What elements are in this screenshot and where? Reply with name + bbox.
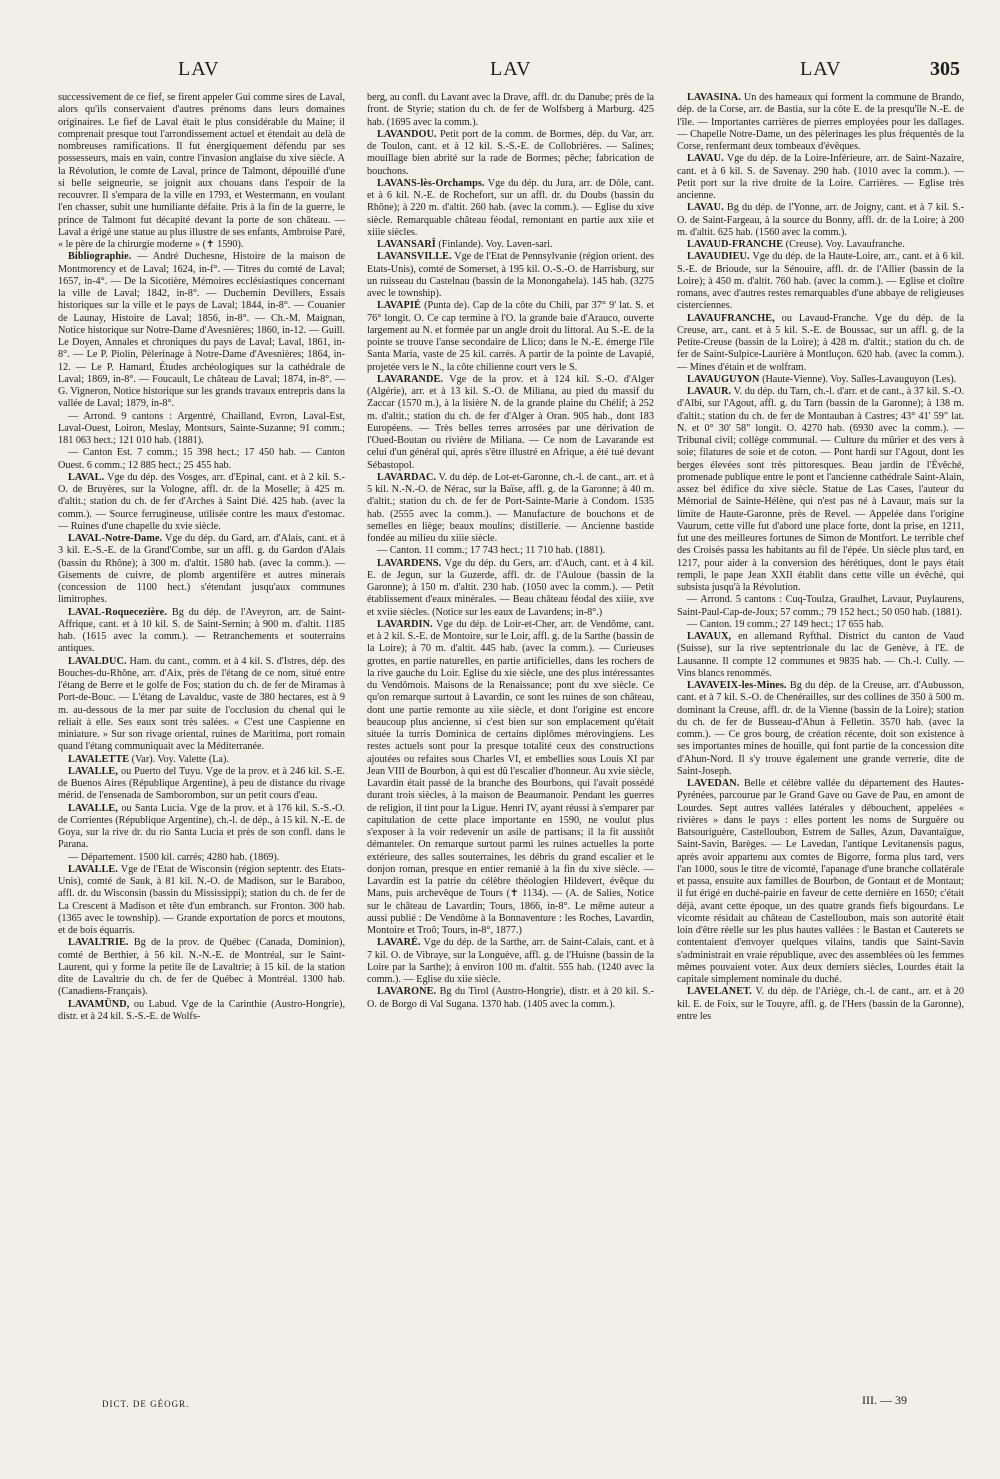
entry-headword: LAVASINA.	[687, 92, 742, 103]
dictionary-entry	[367, 92, 654, 129]
dictionary-entry	[367, 472, 654, 546]
entry-headword: LAVALLE.	[68, 863, 118, 875]
dictionary-entry	[58, 533, 345, 607]
column-3	[677, 92, 964, 1412]
entry-headword: LAVALDUC.	[68, 655, 127, 667]
entry-headword: LAVARÉ.	[377, 937, 421, 949]
entry-text: V. du dép. de l'Ariège, ch.-l. de cant., arr. et à 20 kil. E. de Foix, sur le Touyre, affl. g. de l'Hers (bassin de la Garonne), entre les	[677, 986, 964, 1022]
dictionary-entry	[367, 619, 654, 938]
entry-text: — Canton. 19 comm.; 27 149 hect.; 17 655 hab.	[687, 618, 884, 630]
entry-headword: LAVAUFRANCHE,	[687, 312, 775, 324]
entry-text: — Canton Est. 7 comm.; 15 398 hect.; 17 450 hab. — Canton Ouest. 6 comm.; 12 885 hect.; 25 455 hab.	[58, 447, 345, 471]
entry-text: Bg du Tirol (Austro-Hongrie), distr. et à 20 kil. S.-O. de Borgo di Val Sugana. 1370 hab. (1405 avec la comm.).	[367, 986, 654, 1010]
dictionary-entry	[58, 803, 345, 852]
dictionary-entry	[677, 313, 964, 374]
dictionary-entry	[677, 778, 964, 986]
entry-text: Bg de la prov. de Québec (Canada, Dominion), comté de Berthier, à 56 kil. N.-N.-E. de Montréal, sur le Saint-Laurent, qui y forme la petite île de Lavaltrie; à 15 kil. de la station dite de Lavaltrie du ch. de fer de Québec à Montréal. 1300 hab. (Canadiens-Français).	[58, 937, 345, 998]
entry-headword: LAVALETTE	[68, 753, 130, 765]
dictionary-entry	[367, 129, 654, 178]
dictionary-entry	[58, 251, 345, 410]
entry-text: Bg du dép. de l'Yonne, arr. de Joigny, cant. et à 7 kil. S.-O. de Saint-Fargeau, à la source du Bonny, affl. dr. de la Loire; à 200 m. d'altit. 625 hab. (1560 avec la comm.).	[677, 202, 964, 238]
dictionary-entry	[677, 619, 964, 631]
entry-headword: LAVAPIÉ	[377, 300, 421, 312]
entry-headword: LAVAU.	[687, 153, 724, 165]
dictionary-entry	[367, 251, 654, 300]
text-columns	[58, 92, 963, 1412]
entry-text: (Var). Voy. Valette (La).	[129, 753, 229, 765]
dictionary-entry	[58, 607, 345, 656]
dictionary-entry	[677, 239, 964, 251]
dictionary-entry	[367, 374, 654, 472]
footer-volume-sheet: III. — 39	[862, 1393, 907, 1407]
entry-text: Vge de l'Etat de Pennsylvanie (région orient. des Etats-Unis), comté de Somerset, à 195 kil. O.-S.-O. de Harrisburg, sur un ruisseau du Castelnau (bassin de la Monongahela). 145 hab. (3275 avec le township).	[367, 251, 654, 299]
dictionary-entry	[58, 656, 345, 754]
guide-word-right: LAV	[800, 58, 842, 80]
entry-text: successivement de ce fief, se firent appeler Gui comme sires de Laval, alors qu'ils conservaient d'autres prénoms dans leurs domaines originaires. Le fief de Laval était le plus considérable du Maine; il comprenait presque tout l'arrondissement actuel et étendait au delà de nombreuses ramifications. Il fut énergiquement défendu par ses possesseurs, mais en vain, contre l'invasion anglaise du xive siècle. A la Révolution, le comte de Laval, prince de Talmont, dépouillé d'une si belle seigneurie, se joignit aux chouans dans l'espoir de la recouvrer. Il s'empara de la ville en 1793, et Westermann, en voulant l'en chasser, subit une humiliante défaite. Pris à la fin de la guerre, le prince de Talmont fut décapité devant la porte de son château. — Laval a érigé une statue au plus illustre de ses enfants, Ambroise Paré, « le père de la chirurgie moderne » (✝ 1590).	[58, 92, 345, 250]
column-2	[367, 92, 654, 1412]
entry-headword: Bibliographie.	[68, 251, 132, 263]
entry-headword: LAVARONE.	[377, 986, 437, 998]
entry-headword: LAVAL-Roquecezière.	[68, 606, 167, 618]
dictionary-entry	[367, 937, 654, 986]
entry-headword: LAVAMÜND,	[68, 998, 130, 1010]
guide-word-left: LAV	[178, 58, 220, 80]
entry-headword: LAVALLE,	[68, 765, 118, 777]
entry-text: V. du dép. du Tarn, ch.-l. d'arr. et de cant., à 37 kil. S.-O. d'Albi, sur l'Agout, affl. g. du Tarn (bassin de la Garonne); à 138 m. d'altit.; station du ch. de fer de Montauban à Castres; 43° 41' 59" lat. N. et 0° 30' 58" longit. O. 4270 hab. (6930 avec la comm.). — Tribunal civil; collège communal. — Culture du mûrier et des vers à soie; filatures de soie et de coton. — Pont hardi sur l'Agout, dont les berges élevées sont très pittoresques. Beau jardin de l'Évêché, promenade publique entre le pont et l'ancienne cathédrale Saint-Alain, assez bel édifice du xive siècle. Statue de Las Cases, l'auteur du Mémorial de Sainte-Hélène, qui n'est pas né à Lavaur, mais sur la limite de Haute-Garonne, près de Revel. — Appelée dans l'origine Vaurum, cette ville fut d'abord une place forte, dont la prise, en 1211, fut une des meilleures fortunes de Simon de Montfort. Le terrible chef des Croisés passa les habitants au fil de l'épée. Un siècle plus tard, en 1217, pour aider à la conversion des hérétiques, dont le pays était rempli, le pape Jean XXII établit dans cette ville un évêché, qui subsista jusqu'à la Révolution.	[677, 386, 964, 593]
entry-headword: LAVAU.	[687, 202, 724, 214]
dictionary-entry	[677, 631, 964, 680]
entry-text: Vge du dép. du Jura, arr. de Dôle, cant. et à 6 kil. N.-E. de Rochefort, sur un affl. dr. du Doubs (bassin du Rhône); à 220 m. d'altit. 260 hab. (avec la comm.). — Eglise du xive siècle. Remarquable château féodal, remontant en partie aux xiie et xiiie siècles.	[367, 177, 654, 238]
entry-headword: LAVAUD-FRANCHE	[687, 239, 784, 250]
dictionary-entry	[367, 300, 654, 374]
page-number: 305	[930, 58, 960, 80]
entry-text: Bg du dép. de la Creuse, arr. d'Aubusson, cant. et à 7 kil. S.-O. de Chenérailles, sur des collines de 350 à 500 m. dominant la Creuse, affl. dr. de la Vienne (bassin de la Loire); station du ch. de fer de Busseau-d'Ahun à Felletin. 3570 hab. (avec la comm.). — Ce gros bourg, de création récente, doit son existence à ses importantes mines de houille, qui font partie de la concession dite d'Ahun-Nord. Il s'y trouve également une grande verrerie, dite de Saint-Joseph.	[677, 680, 964, 777]
dictionary-entry	[58, 447, 345, 472]
entry-headword: LAVAUDIEU.	[687, 251, 750, 263]
entry-text: ou Labud. Vge de la Carinthie (Austro-Hongrie), distr. et à 24 kil. S.-S.-E. de Wolfs-	[58, 998, 345, 1022]
entry-headword: LAVAUX,	[687, 631, 732, 642]
entry-headword: LAVANS-lès-Orchamps.	[377, 177, 485, 189]
entry-text: — Arrond. 9 cantons : Argentré, Chailland, Evron, Laval-Est, Laval-Ouest, Loiron, Meslay, Montsurs, Sainte-Suzanne; 91 comm.; 181 063 hect.; 121 010 hab. (1881).	[58, 410, 345, 446]
entry-text: ou Lavaud-Franche. Vge du dép. de la Creuse, arr., cant. et à 5 kil. S.-E. de Boussac, sur un affl. g. de la Petite-Creuse (bassin de la Loire); à 428 m. d'altit.; station du ch. de fer de Saint-Sulpice-Laurière à Montluçon. 620 hab. (avec la comm.). — Mines d'étain et de wolfram.	[677, 312, 964, 373]
entry-text: — Arrond. 5 cantons : Cuq-Toulza, Graulhet, Lavaur, Puylaurens, Saint-Paul-Cap-de-Joux; 57 comm.; 79 152 hect.; 50 050 hab. (1881).	[677, 594, 964, 618]
dictionary-entry	[58, 852, 345, 864]
entry-text: Ham. du cant., comm. et à 4 kil. S. d'Istres, dép. des Bouches-du-Rhône, arr. d'Aix, près de l'étang de ce nom, situé entre l'étang de Berre et le golfe de Fos; station du ch. de fer de Miramas à Port-de-Bouc. — L'étang de Lavalduc, vaste de 380 hectares, est à 9 m. au-dessous de la mer par suite de l'occlusion du chenal qui le reliait à elle. Ses eaux sont très salées. « C'est une Caspienne en miniature. » Sur son rivage oriental, ruines de Maritima, port romain quand l'étang communiquait avec la Méditerranée.	[58, 655, 345, 753]
entry-headword: LAVARDIN.	[377, 618, 433, 630]
entry-headword: LAVAUGUYON	[687, 373, 760, 385]
entry-headword: LAVAL.	[68, 471, 105, 483]
dictionary-entry	[58, 937, 345, 998]
dictionary-entry	[367, 558, 654, 619]
dictionary-entry	[58, 754, 345, 766]
dictionary-entry	[677, 680, 964, 778]
dictionary-entry	[58, 411, 345, 448]
dictionary-entry	[58, 864, 345, 938]
dictionary-entry	[367, 239, 654, 251]
entry-headword: LAVAUR.	[687, 386, 732, 397]
entry-text: Belle et célèbre vallée du département des Hautes-Pyrénées, parcourue par le Grand Gave ou Gave de Pau, en amont de Lourdes. Sept autres vallées latérales y débouchent, appelées « rivières » dans le pays : elles portent les noms de Surguère ou Batsouriguère, Castelloubon, Estrem de Salles, Azun, Davantaïgue, Saint-Savin, Barèges. — Le Lavedan, l'antique Levitanensis pagus, après avoir appartenu aux comtes de Bigorre, forma plus tard, vers l'an 1000, sous le titre de vicomté, l'apanage d'une branche collatérale et passa, ensuite aux familles de Bourbon, de Gontaut et de Montaut; il fut érigé en duché-pairie en faveur de cette dernière en 1650; c'était déjà, avant cette époque, un des quatre grands fiefs bigourdans. Le vicomte résidait au château de Castelloubon, mais son autorité était loin d'être réelle sur les plus hautes vallées : le Bastan et Cauterets se contentaient d'envoyer quelques vilains, tandis que Saint-Savin s'administrait en vraie république, avec des assemblées où les femmes mêmes pouvaient voter. Aux deux derniers siècles, Lourdes était la capitale simplement nominale du duché.	[677, 778, 964, 985]
entry-text: (Haute-Vienne). Voy. Salles-Lavauguyon (Les).	[759, 373, 957, 385]
guide-word-center: LAV	[490, 58, 532, 80]
entry-headword: LAVARANDE.	[377, 373, 444, 385]
entry-headword: LAVALLE,	[68, 802, 118, 814]
running-header	[58, 58, 958, 92]
entry-headword: LAVANDOU.	[377, 128, 437, 140]
dictionary-entry	[58, 766, 345, 803]
entry-headword: LAVAVEIX-les-Mines.	[687, 680, 787, 691]
entry-text: — André Duchesne, Histoire de la maison de Montmorency et de Laval; 1624, in-f°. — Titres du comté de Laval; 1657, in-4°. — De la Sicotière, Mémoires ecclésiastiques concernant la ville de Laval; 1842, in-8°. — Duchemin Devillers, Essais historiques sur la ville et le pays de Laval; 1844, in-8°. — Couanier de Launay, Histoire de Laval; 1856, in-8°. — Ch.-M. Maignan, Notice historique sur Notre-Dame d'Avesnières; 1860, in-12. — Guill. Le Doyen, Annales et chroniques du pays de Laval; Laval, 1861, in-8°. — Le P. Piolin, Pèlerinage à Notre-Dame d'Avesnières; 1864, in-12. — Le P. Hamard, Études archéologiques sur la cathédrale de Laval; 1869, in-8°. — Foucault, Le château de Laval; 1874, in-8°. — G. Vigneron, Notice historique sur les grands travaux entrepris dans la vallée de Laval; 1879, in-8°.	[58, 251, 345, 410]
entry-headword: LAVANSVILLE.	[377, 251, 452, 263]
dictionary-entry	[367, 178, 654, 239]
entry-text: Vge du dép. de la Haute-Loire, arr., cant. et à 6 kil. S.-E. de Brioude, sur la Sénouire, affl. dr. de l'Allier (bassin de la Loire); à 450 m. d'altit. 760 hab. (avec la comm.). — Eglise et cloître romans, avec d'autres restes remarquables d'une abbaye de religieuses cisterciennes.	[677, 251, 964, 312]
entry-headword: LAVAL-Notre-Dame.	[68, 533, 163, 544]
entry-text: en allemand Ryfthal. District du canton de Vaud (Suisse), sur la rive septentrionale du lac de Genève, à l'E. de Lausanne. Il compte 12 communes et 9835 hab. — Ch.-l. Cully. — Vins blancs renommés.	[677, 631, 964, 679]
dictionary-entry	[367, 986, 654, 1011]
dictionary-entry	[677, 92, 964, 153]
entry-headword: LAVALTRIE.	[68, 937, 129, 949]
dictionary-entry	[677, 153, 964, 202]
dictionary-entry	[677, 594, 964, 619]
entry-text: berg, au confl. du Lavant avec la Drave, affl. dr. du Danube; près de la front. de Styrie; station du ch. de fer de Wolfsberg à Marburg. 425 hab. (1695 avec la comm.).	[367, 92, 654, 128]
entry-text: Vge de l'Etat de Wisconsin (région septentr. des Etats-Unis), comté de Sauk, à 81 kil. N.-O. de Madison, sur le Baraboo, affl. dr. du Wisconsin (bassin du Mississippi); station du ch. de fer de La Crescent à Madison et tête d'un embranch. sur Fronton. 300 hab. (1365 avec le township). — Grande exportation de porcs et moutons, et de bois équarris.	[58, 863, 345, 936]
entry-text: Vge du dép. de la Loire-Inférieure, arr. de Saint-Nazaire, cant. et à 6 kil. S. de Savenay. 290 hab. (1010 avec la comm.). — Petit port sur la rive droite de la Loire. Carrières. — Eglise très ancienne.	[677, 153, 964, 201]
entry-text: Bg du dép. de l'Aveyron, arr. de Saint-Affrique, cant. et à 10 kil. S. de Saint-Sernin; à 900 m. d'altit. 1185 hab. (1615 avec la comm.). — Retranchements et souterrains antiques.	[58, 606, 345, 655]
entry-text: — Département. 1500 kil. carrés; 4280 hab. (1869).	[68, 851, 280, 863]
dictionary-entry	[677, 251, 964, 312]
dictionary-entry	[677, 202, 964, 239]
entry-text: V. du dép. de Lot-et-Garonne, ch.-l. de cant., arr. et à 5 kil. N.-N.-O. de Nérac, sur la Baïse, affl. g. de la Garonne; à 40 m. d'altit.; station du ch. de fer de Port-Sainte-Marie à Condom. 1535 hab. (2555 avec la comm.). — Manufacture de bouchons et de semelles en liège; beaux moulins; distillerie. — Ancienne bastide fondée au milieu du xiiie siècle.	[367, 471, 654, 544]
entry-text: Vge du dép. de Loir-et-Cher, arr. de Vendôme, cant. et à 2 kil. S.-E. de Montoire, sur le Loir, affl. g. de la Sarthe (bassin de la Loire); à 70 m. d'altit. 445 hab. (avec la comm.). — Curieuses grottes, en partie naturelles, en partie artificielles, dans les rochers de la rive gauche du Loir. Eglise du xie siècle, une des plus intéressantes du Vendômois. Maisons de la Renaissance; pont du xve siècle. Ce qu'on remarque surtout à Lavardin, ce sont les ruines de son château, dont une partie remonte au xiie siècle, et dont l'origine est encore beaucoup plus ancienne, si c'est bien sur son emplacement qu'était située la turris Dominica de certains diplômes mérovingiens. Les restes actuels sont pour la presque totalité ceux des constructions ajoutées ou refaites sous Charles VI, et embellies sous Louis XI par Jean VIII de Bourbon, à qui est dû l'escalier d'honneur. Au xvie siècle, Lavardin était passé de la branche des Bourbons, qui l'avait possédé durant trois siècles, à la maison de Beaumanoir. Pendant les guerres de religion, il tint pour la Ligue. Henri IV, ayant réussi à s'emparer par capitulation de cette place importante en 1590, ne voulut plus s'exposer à la voir redevenir un asile de partisans; il la fit aussitôt démanteler. On remarque surtout parmi les ruines actuelles la porte extérieure, des salles souterraines, les débris du grand escalier et le donjon roman, presque en entier remanié à la fin du xive siècle. — Lavardin est la patrie du célèbre théologien Hildevert, évêque du Mans, puis archevêque de Tours (✝ 1134). — (A. de Salies, Notice sur le château de Lavardin; Tours, 1866, in-8°. Le même auteur a aussi publié : De Vendôme à la Bonnaventure : les Roches, Lavardin, Montoire et Troô; Tours, in-8°, 1877.)	[367, 618, 654, 936]
dictionary-entry	[677, 986, 964, 1023]
entry-text: Vge de la prov. et à 124 kil. S.-O. d'Alger (Algérie), arr. et à 13 kil. S.-O. de Miliana, au pied du massif du Zaccar (1570 m.), à la lisière N. de la grande plaine du Chélif; à 252 m. d'altit.; station du ch. de fer d'Alger à Oran. 905 hab., dont 183 Européens. — Très belles terres arrosées par une dérivation de l'Oued-Boutan ou rivière de Miliana. — Ce nom de Lavarande est celui d'un général qui, après s'être illustré en Afrique, a été tué devant Sébastopol.	[367, 373, 654, 471]
entry-text: (Punta de). Cap de la côte du Chili, par 37° 9' lat. S. et 76° longit. O. Ce cap termine à l'O. la grande baie d'Arauco, ouverte largement au N. et formée par un angle droit du littoral. Au S.-E. de la pointe se trouve l'anse secondaire de Llico; dans le N.-E. émerge l'île Santa Maria, vaste de 25 kil. carrés. A partir de la pointe de Lavapié, projetée vers le N., la côte chilienne court vers le S.	[367, 300, 654, 373]
entry-text: ou Santa Lucia. Vge de la prov. et à 176 kil. S.-S.-O. de Corrientes (République Argentine), ch.-l. de dép., à 15 kil. N.-E. de Goya, sur la rive dr. du rio Santa Lucia et près de son confl. dans le Parana.	[58, 802, 345, 851]
dictionary-entry	[367, 545, 654, 557]
entry-text: Vge du dép. du Gers, arr. d'Auch, cant. et à 4 kil. E. de Jegun, sur la Guzerde, affl. dr. de l'Auloue (bassin de la Garonne); à 150 m. d'altit. 230 hab. (1050 avec la comm.). — Petit établissement d'eaux minérales. — Beau château féodal des xiiie, xve et xviie siècles. (Notice sur les eaux de Lavardens; in-8°.)	[367, 557, 654, 618]
entry-text: (Creuse). Voy. Lavaufranche.	[783, 239, 905, 250]
entry-text: Vge du dép. de la Sarthe, arr. de Saint-Calais, cant. et à 7 kil. O. de Vibraye, sur la Longuève, affl. g. de l'Huisne (bassin de la Loire par la Sarthe); à environ 100 m. d'altit. 555 hab. (1240 avec la comm.). — Eglise du xiie siècle.	[367, 937, 654, 985]
entry-text: Un des hameaux qui forment la commune de Brando, dép. de la Corse, arr. de Bastia, sur la côte E. de la presqu'île N.-E. de l'île. — Importantes carrières de pierres employées pour les dallages. — Chapelle Notre-Dame, un des pèlerinages les plus fréquentés de la Corse, renfermant deux tombeaux d'évêques.	[677, 92, 964, 152]
dictionary-entry	[58, 472, 345, 533]
entry-headword: LAVANSARÎ	[377, 239, 436, 250]
entry-headword: LAVELANET.	[687, 986, 752, 998]
entry-headword: LAVEDAN.	[687, 778, 740, 789]
entry-text: (Finlande). Voy. Laven-sari.	[435, 239, 553, 250]
footer-signature: DICT. DE GÉOGR.	[102, 1399, 190, 1409]
entry-headword: LAVARDENS.	[377, 557, 442, 569]
entry-text: Petit port de la comm. de Bormes, dép. du Var, arr. de Toulon, cant. et à 12 kil. S.-S.-E. de Collobrières. — Salines; mouillage bien abrité sur la rade de Bormes; pêche; fabrication de bouchons.	[367, 128, 654, 177]
entry-headword: LAVARDAC.	[377, 471, 437, 483]
dictionary-entry	[58, 92, 345, 251]
column-1	[58, 92, 345, 1412]
dictionary-entry	[677, 374, 964, 386]
entry-text: Vge du dép. du Gard, arr. d'Alais, cant. et à 3 kil. E.-S.-E. de la Grand'Combe, sur un affl. g. du Gardon d'Alais (bassin du Rhône); à 300 m. d'altit. 1580 hab. (avec la comm.). — Gisements de cuivre, de plomb argentifère et autres minerais (concession de 1100 hect.) s'étendant jusqu'aux communes limitrophes.	[58, 533, 345, 606]
entry-text: — Canton. 11 comm.; 17 743 hect.; 11 710 hab. (1881).	[377, 545, 606, 557]
entry-text: ou Puerto del Tuyu. Vge de la prov. et à 246 kil. S.-E. de Buenos Aires (République Argentine), à peu de distance du rivage mérid. de l'ensenada de Samborombon, sur un petit cours d'eau.	[58, 765, 345, 802]
entry-text: Vge du dép. des Vosges, arr. d'Epinal, cant. et à 2 kil. S.-O. de Bruyères, sur la Vologne, affl. dr. de la Moselle; à 425 m. d'altit.; station du ch. de fer d'Arches à Saint Dié. 425 hab. (avec la comm.). — Source ferrugineuse, utilisée contre les maux d'estomac. — Ruines d'une chapelle du xvie siècle.	[58, 471, 345, 532]
dictionary-entry	[58, 999, 345, 1024]
dictionary-entry	[677, 386, 964, 594]
